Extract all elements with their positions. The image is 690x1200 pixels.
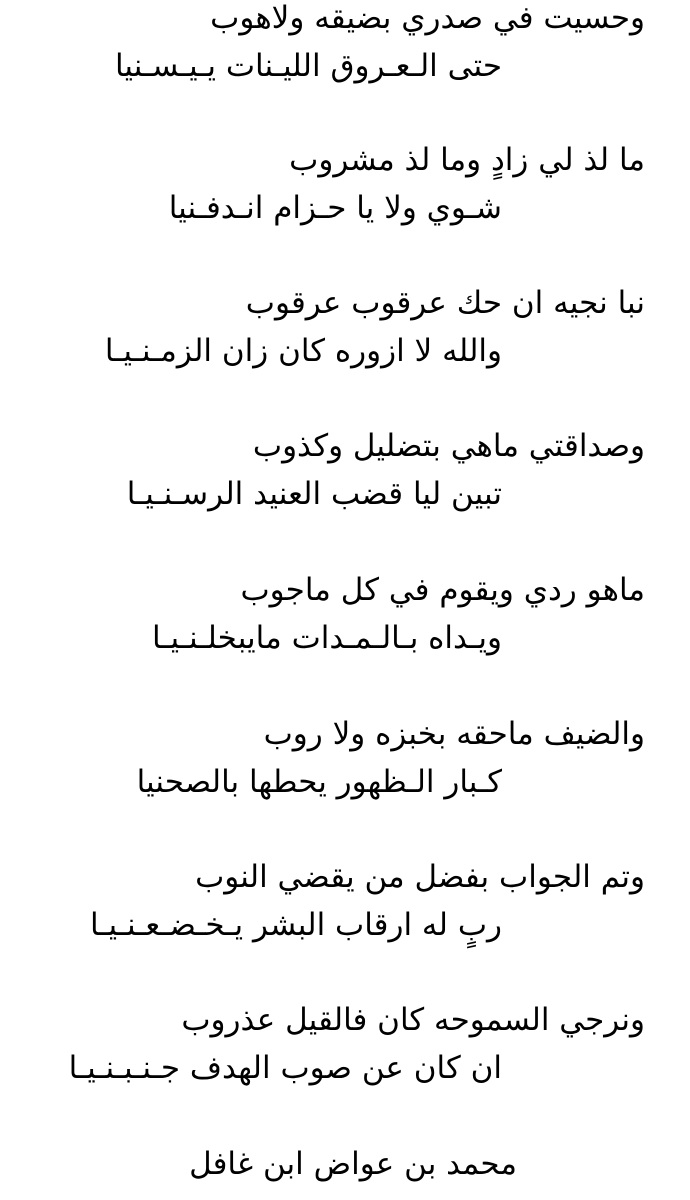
stanza-8-line-2: ان كان عن صوب الهدف جـنـبـنـيـا [68, 1050, 502, 1086]
stanza-2-line-2: شـوي ولا يا حـزام انـدفـنيا [168, 190, 502, 226]
stanza-2-line-1: ما لذ لي زادٍ وما لذ مشروب [289, 142, 645, 178]
stanza-8-line-1: ونرجي السموحه كان فالقيل عذروب [181, 1002, 645, 1038]
stanza-3-line-1: نبا نجيه ان حك عرقوب عرقوب [245, 285, 645, 321]
stanza-1-line-1: وحسيت في صدري بضيقه ولاهوب [210, 0, 645, 36]
stanza-1-line-2: حتى الـعـروق الليـنات يـيـسـنيا [114, 48, 502, 84]
stanza-4-line-1: وصداقتي ماهي بتضليل وكذوب [252, 428, 645, 464]
stanza-7-line-1: وتم الجواب بفضل من يقضي النوب [195, 859, 645, 895]
stanza-5-line-1: ماهو ردي ويقوم في كل ماجوب [240, 572, 645, 608]
stanza-6-line-2: كـبار الـظهور يحطها بالصحنيا [136, 764, 502, 800]
poet-signature: محمد بن عواض ابن غافل [189, 1146, 517, 1182]
stanza-5-line-2: ويـداه بـالـمـدات مايبخلـنـيـا [152, 620, 502, 656]
stanza-6-line-1: والضيف ماحقه بخبزه ولا روب [263, 716, 645, 752]
stanza-3-line-2: والله لا ازوره كان زان الزمـنـيـا [104, 333, 502, 369]
stanza-7-line-2: ربٍ له ارقاب البشر يـخـضـعـنـيـا [90, 907, 502, 943]
stanza-4-line-2: تبين ليا قضب العنيد الرسـنـيـا [126, 476, 502, 512]
